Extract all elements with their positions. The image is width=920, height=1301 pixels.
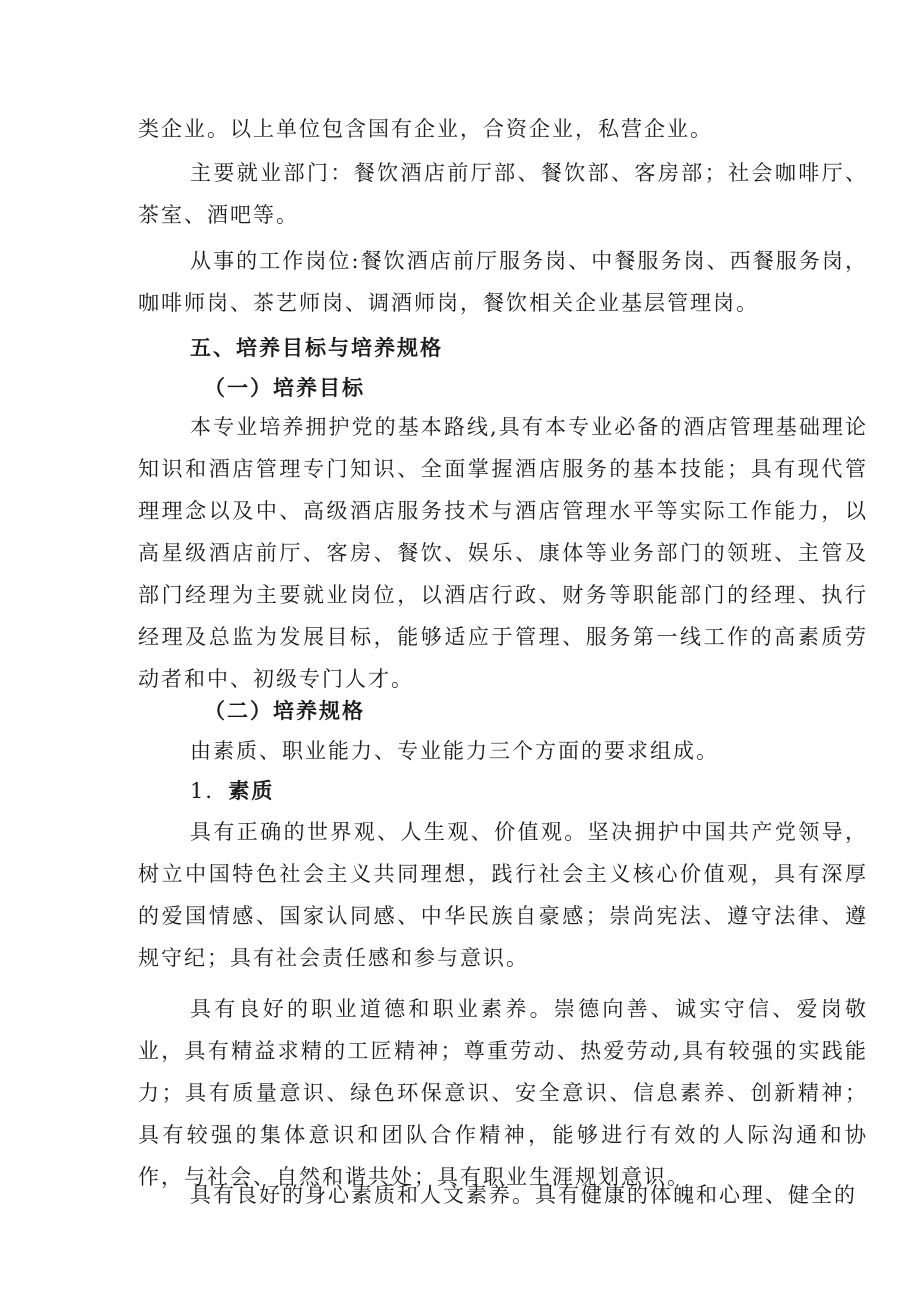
- paragraph-quality-2: 具有良好的职业道德和职业素养。崇德向善、诚实守信、爱岗敬业，具有精益求精的工匠精神；尊重劳动、热爱劳动,具有较强的实践能力；具有质量意识、绿色环保意识、安全意识、信息素养、创新精神；具有较强的集体意识和团队合作精神，能够进行有效的人际沟通和协作，与社会、自然和谐共处；具有职业生涯规划意识。: [138, 997, 868, 1189]
- paragraph-intro-continuation: 类企业。以上单位包含国有企业，合资企业，私营企业。: [138, 117, 713, 141]
- paragraph-positions: 从事的工作岗位:餐饮酒店前厅服务岗、中餐服务岗、西餐服务岗，咖啡师岗、茶艺师岗、调酒师岗，餐饮相关企业基层管理岗。: [138, 249, 868, 315]
- paragraph-training-goal: 本专业培养拥护党的基本路线,具有本专业必备的酒店管理基础理论知识和酒店管理专门知识、全面掌握酒店服务的基本技能；具有现代管理理念以及中、高级酒店服务技术与酒店管理水平等实际工作能力，以高星级酒店前厅、客房、餐饮、娱乐、康体等业务部门的领班、主管及部门经理为主要就业岗位，以酒店行政、财务等职能部门的经理、执行经理及总监为发展目标，能够适应于管理、服务第一线工作的高素质劳动者和中、初级专门人才。: [138, 415, 868, 691]
- item-1-heading: [190, 770, 274, 812]
- item-1-title: 素质: [228, 779, 275, 803]
- paragraph-spec-intro: 由素质、职业能力、专业能力三个方面的要求组成。: [190, 739, 719, 763]
- subsection-2-heading: （二）培养规格: [204, 699, 365, 723]
- paragraph-quality-3: 具有良好的身心素质和人文素养。具有健康的体魄和心理、健全的: [190, 1183, 857, 1207]
- subsection-1-heading: （一）培养目标: [204, 376, 365, 400]
- item-1-number: 1．: [190, 779, 229, 803]
- section-5-heading: 五、培养目标与培养规格: [190, 336, 443, 360]
- paragraph-departments: 主要就业部门：餐饮酒店前厅部、餐饮部、客房部；社会咖啡厅、茶室、酒吧等。: [138, 161, 868, 227]
- paragraph-quality-1: 具有正确的世界观、人生观、价值观。坚决拥护中国共产党领导，树立中国特色社会主义共同理想，践行社会主义核心价值观，具有深厚的爱国情感、国家认同感、中华民族自豪感；崇尚宪法、遵守法律、遵规守纪；具有社会责任感和参与意识。: [138, 820, 868, 970]
